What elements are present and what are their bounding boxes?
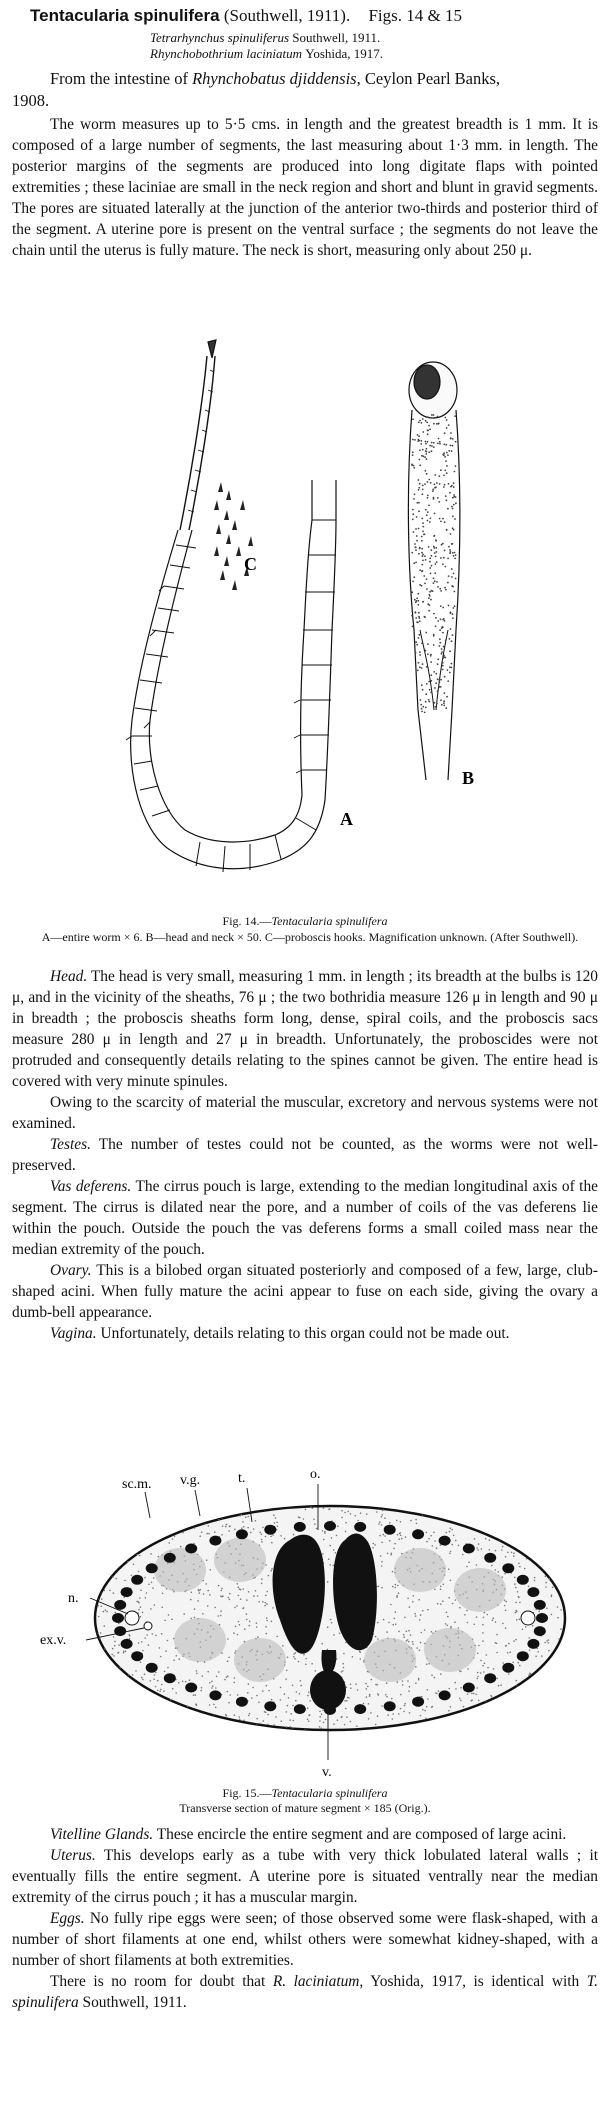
section-head bbox=[12, 966, 598, 1092]
figure-14-title bbox=[0, 914, 610, 929]
label-b: B bbox=[462, 768, 475, 788]
host-post: , Ceylon Pearl Banks, bbox=[356, 69, 501, 88]
section-vagina bbox=[12, 1323, 598, 1344]
figure-15-title bbox=[0, 1786, 610, 1801]
figure-reference: Figs. 14 & 15 bbox=[368, 6, 462, 25]
section-text: The head is very small, measuring 1 mm. in length ; its breadth at the bulbs is 120 μ, and in the vicinity of the sheaths, 76 μ ; the two bothridia measure 126 μ in length and 90 μ in breadth ; the proboscis sheaths form long, dense, spiral coils, and the proboscis sacs measure 280 μ in length and 27 μ in breadth. Unfortunately, the proboscides were not protruded and consequently details relating to the spines cannot be given. The entire head is covered with very minute spinules. bbox=[12, 968, 599, 1090]
synonym-authority: Yoshida, 1917. bbox=[305, 46, 384, 61]
section-heading: Head. bbox=[50, 968, 88, 985]
section-heading: Vitelline Glands. bbox=[50, 1826, 154, 1843]
figure-14-number: Fig. 14.— bbox=[222, 914, 272, 928]
figure-15-number: Fig. 15.— bbox=[222, 1786, 272, 1800]
host-record bbox=[12, 68, 598, 112]
section-text: This develops early as a tube with very thick lobulated lateral walls ; it eventually fills the entire segment. A uterine pore is situated ventrally near the median extremity of the cirrus pouch ; it has a muscular margin. bbox=[12, 1847, 599, 1906]
conclusion-mid: , Yoshida, 1917, is identical with bbox=[359, 1973, 587, 1990]
conclusion-species-b: T. spinulifera bbox=[12, 1973, 598, 2011]
section-text: Owing to the scarcity of material the muscular, excretory and nervous systems were not examined. bbox=[12, 1094, 598, 1132]
label-vg: v.g. bbox=[180, 1473, 201, 1488]
section-heading: Vas deferens. bbox=[50, 1178, 132, 1195]
section-ovary bbox=[12, 1260, 598, 1323]
label-exv: ex.v. bbox=[40, 1633, 67, 1648]
section-text: This is a bilobed organ situated posteriorly and composed of a few, large, club-shaped acini. When fully mature the acini appear to fuse on each side, giving the ovary a dumb-bell appearance. bbox=[12, 1262, 598, 1321]
section-text: Unfortunately, details relating to this organ could not be made out. bbox=[100, 1325, 510, 1342]
species-title: Tentacularia spinulifera bbox=[30, 6, 220, 25]
section-uterus bbox=[12, 1845, 598, 1908]
host-pre: From the intestine of bbox=[50, 69, 193, 88]
figure-15-caption: Transverse section of mature segment × 185 (Orig.). bbox=[179, 1801, 431, 1815]
section-heading: Ovary. bbox=[50, 1262, 92, 1279]
section-systems bbox=[12, 1092, 598, 1134]
figure-14-caption: A—entire worm × 6. B—head and neck × 50. C—proboscis hooks. Magnification unknown. (After Southwell). bbox=[41, 930, 579, 944]
nerve-right bbox=[521, 1611, 535, 1625]
section-text: These encircle the entire segment and are composed of large acini. bbox=[156, 1826, 567, 1843]
label-t: t. bbox=[238, 1471, 246, 1486]
label-v: v. bbox=[322, 1765, 332, 1780]
section-text: No fully ripe eggs were seen; of those observed some were flask-shaped, with a number of short filaments at one end, whilst others were somewhat kidney-shaped, with a number of short filaments at both extremities. bbox=[12, 1910, 598, 1969]
section-vitelline bbox=[12, 1824, 598, 1845]
head-stipple bbox=[411, 414, 457, 713]
section-testes bbox=[12, 1134, 598, 1176]
section-heading: Vagina. bbox=[50, 1325, 97, 1342]
label-scm: sc.m. bbox=[122, 1477, 152, 1492]
intro-paragraph: The worm measures up to 5·5 cms. in length and the greatest breadth is 1 mm. It is composed of a large number of segments, the last measuring about 1·3 mm. in length. The posterior margins of the segments are produced into long digitate flaps with pointed extremities ; these laciniae are small in the neck region and short and blunt in gravid segments. The pores are situated laterally at the junction of the anterior two-thirds and posterior third of the segment. A uterine pore is present on the ventral surface ; the segments do not leave the chain until the uterus is fully mature. The neck is short, measuring only about 250 μ. bbox=[12, 116, 598, 259]
section-eggs bbox=[12, 1908, 598, 1971]
label-o: o. bbox=[310, 1467, 321, 1482]
section-heading: Testes. bbox=[50, 1136, 91, 1153]
conclusion-pre: There is no room for doubt that bbox=[50, 1973, 273, 1990]
section-text: The cirrus pouch is large, extending to the median longitudinal axis of the segment. The cirrus is dilated near the pore, and a number of coils of the vas deferens lie within the pouch. Outside the pouch the vas deferens forms a small coiled mass near the median extremity of the pouch. bbox=[12, 1178, 598, 1258]
synonym-name: Rhynchobothrium laciniatum bbox=[150, 46, 303, 61]
host-species: Rhynchobatus djiddensis bbox=[192, 69, 357, 88]
nerve-left bbox=[125, 1611, 139, 1625]
section-vas-deferens bbox=[12, 1176, 598, 1260]
synonym-name: Tetrarhynchus spinuliferus bbox=[150, 30, 290, 45]
section-heading: Eggs. bbox=[50, 1910, 85, 1927]
entire-worm-drawing bbox=[126, 340, 336, 872]
section-text: The number of testes could not be counted, as the worms were not well-preserved. bbox=[12, 1136, 599, 1174]
label-n: n. bbox=[68, 1591, 79, 1606]
figure-15-species: Tentacularia spinulifera bbox=[271, 1786, 388, 1800]
head-and-neck-drawing bbox=[408, 362, 459, 780]
conclusion bbox=[12, 1971, 598, 2013]
figure-14-species: Tentacularia spinulifera bbox=[271, 914, 388, 928]
body-sections bbox=[12, 966, 598, 1344]
synonym-authority: Southwell, 1911. bbox=[292, 30, 381, 45]
synonym-1 bbox=[150, 30, 570, 46]
synonym-2 bbox=[150, 46, 570, 62]
section-heading: Uterus. bbox=[50, 1847, 96, 1864]
conclusion-post: Southwell, 1911. bbox=[78, 1994, 187, 2011]
label-a: A bbox=[340, 809, 353, 829]
conclusion-species-a: R. laciniatum bbox=[272, 1973, 360, 1990]
figure-14 bbox=[0, 330, 610, 910]
label-c: C bbox=[244, 554, 257, 574]
species-authority: (Southwell, 1911). bbox=[223, 6, 351, 25]
excretory-vessel-left bbox=[144, 1622, 152, 1630]
body-sections-2 bbox=[12, 1824, 598, 2013]
page-header bbox=[30, 6, 590, 26]
figure-15 bbox=[0, 1460, 610, 1780]
host-year: 1908. bbox=[12, 91, 50, 110]
